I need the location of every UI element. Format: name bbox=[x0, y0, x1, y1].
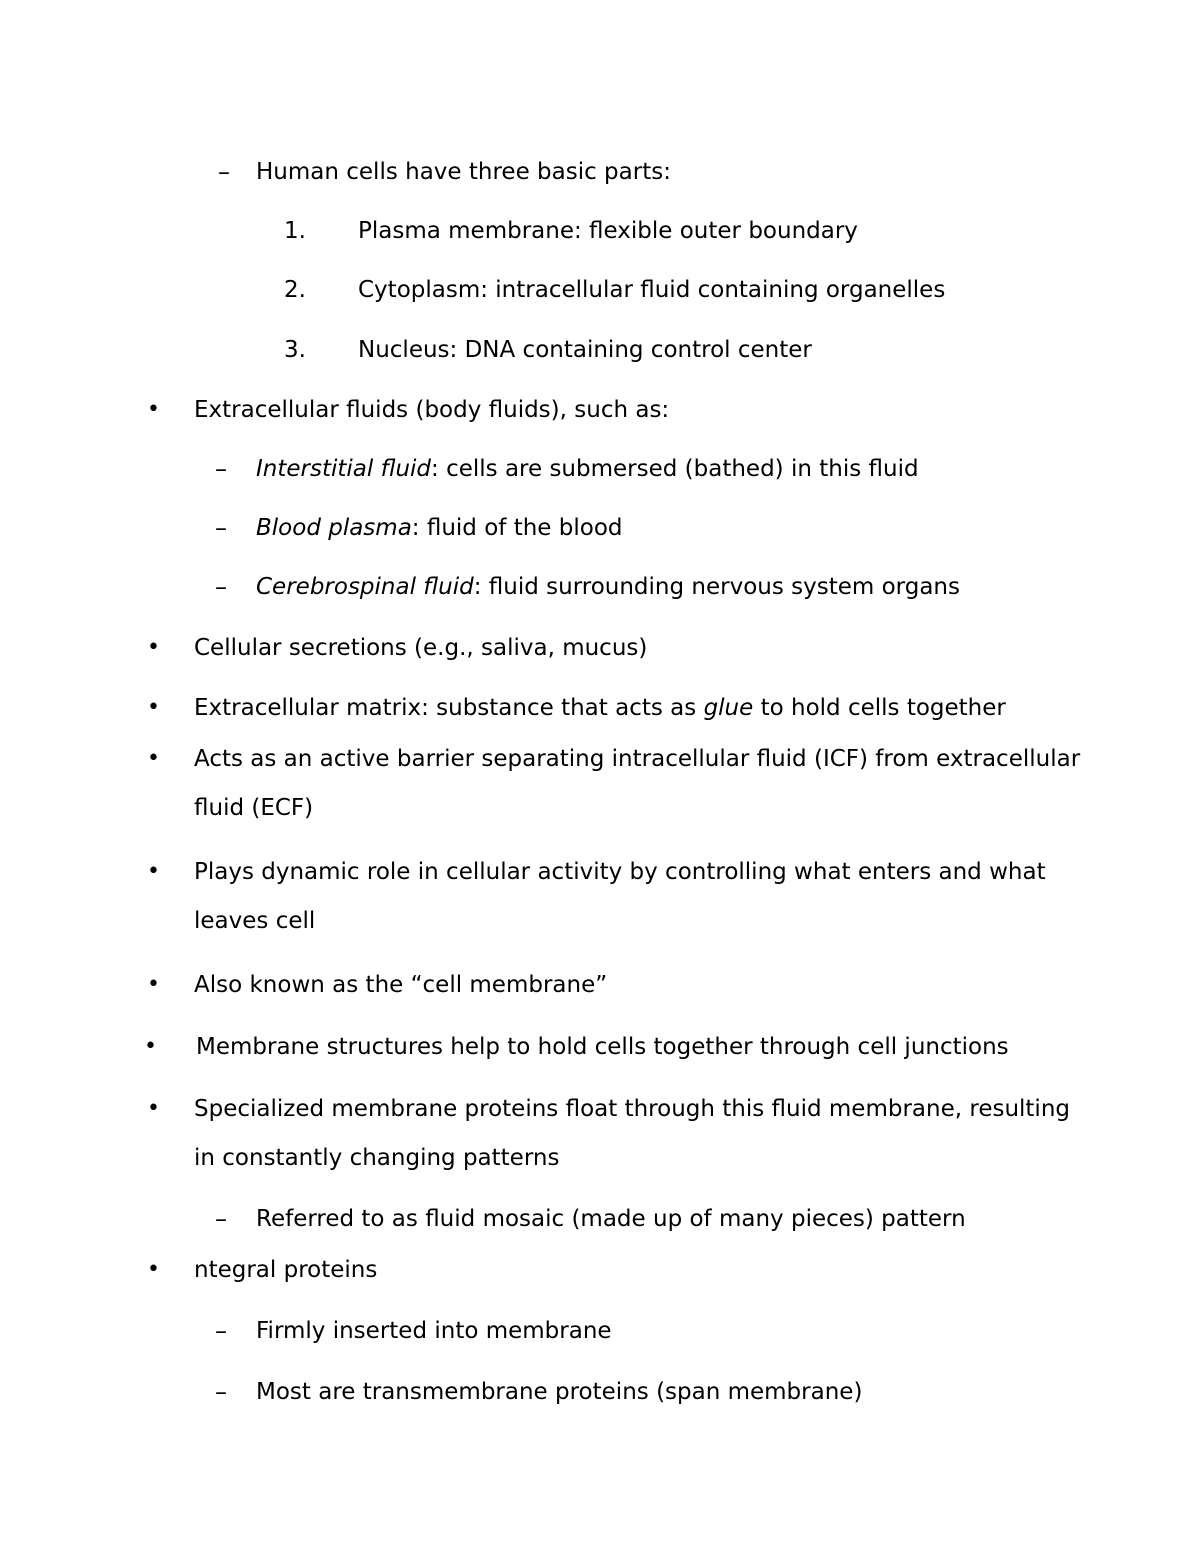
bullet-marker: • bbox=[147, 859, 160, 884]
list-item-text bbox=[194, 395, 669, 425]
list-item-text bbox=[194, 633, 647, 663]
text-run: Cytoplasm: intracellular fluid containing organelles bbox=[358, 277, 946, 303]
text-run: Cellular secretions (e.g., saliva, mucus) bbox=[194, 635, 648, 661]
bullet-marker: • bbox=[147, 397, 160, 422]
text-run: in constantly changing patterns bbox=[194, 1145, 560, 1171]
list-item-text bbox=[256, 454, 919, 484]
list-item-text bbox=[194, 744, 1080, 774]
text-run: Firmly inserted into membrane bbox=[256, 1318, 612, 1344]
list-item-continuation bbox=[194, 793, 313, 823]
text-run: Also known as the “cell membrane” bbox=[194, 972, 608, 998]
list-item-text bbox=[194, 1255, 377, 1285]
italic-term: glue bbox=[703, 695, 754, 721]
text-run: to hold cells together bbox=[753, 695, 1006, 721]
text-run: Plasma membrane: flexible outer boundary bbox=[358, 218, 858, 244]
text-run: Human cells have three basic parts: bbox=[256, 159, 671, 185]
text-run: leaves cell bbox=[194, 908, 316, 934]
list-item-text bbox=[358, 335, 812, 365]
list-item-text bbox=[194, 857, 1046, 887]
bullet-marker: • bbox=[147, 695, 160, 720]
text-run: : fluid of the blood bbox=[411, 515, 623, 541]
text-run: Most are transmembrane proteins (span membrane) bbox=[256, 1379, 863, 1405]
list-number: 1. bbox=[284, 218, 306, 244]
text-run: : cells are submersed (bathed) in this fluid bbox=[431, 456, 919, 482]
bullet-marker: • bbox=[147, 746, 160, 771]
text-run: Specialized membrane proteins float through this fluid membrane, resulting bbox=[194, 1096, 1070, 1122]
list-item-continuation bbox=[194, 906, 315, 936]
list-item-text bbox=[256, 572, 960, 602]
text-run: Extracellular matrix: substance that acts as bbox=[194, 695, 704, 721]
dash-marker: – bbox=[215, 1378, 227, 1406]
text-run: fluid (ECF) bbox=[194, 795, 314, 821]
list-item-text bbox=[358, 216, 858, 246]
list-item-text bbox=[194, 970, 607, 1000]
text-run: Referred to as fluid mosaic (made up of many pieces) pattern bbox=[256, 1206, 966, 1232]
bullet-marker: • bbox=[147, 972, 160, 997]
dash-marker: – bbox=[215, 573, 227, 601]
list-item-text bbox=[194, 693, 1006, 723]
list-item-continuation bbox=[194, 1143, 559, 1173]
list-number: 2. bbox=[284, 277, 306, 303]
italic-term: Interstitial fluid bbox=[256, 456, 432, 482]
text-run: Extracellular fluids (body fluids), such as: bbox=[194, 397, 670, 423]
bullet-marker: • bbox=[147, 635, 160, 660]
text-run: : fluid surrounding nervous system organs bbox=[473, 574, 960, 600]
dash-marker: – bbox=[215, 1317, 227, 1345]
bullet-marker: • bbox=[144, 1034, 157, 1059]
dash-marker: – bbox=[215, 1205, 227, 1233]
text-run: Nucleus: DNA containing control center bbox=[358, 337, 812, 363]
list-item-text bbox=[256, 513, 623, 543]
list-item-text bbox=[196, 1032, 1009, 1062]
text-run: Membrane structures help to hold cells together through cell junctions bbox=[196, 1034, 1009, 1060]
dash-marker: – bbox=[218, 158, 230, 186]
list-number: 3. bbox=[284, 337, 306, 363]
list-item-text bbox=[358, 275, 945, 305]
bullet-marker: • bbox=[147, 1257, 160, 1282]
text-run: Acts as an active barrier separating intracellular fluid (ICF) from extracellular bbox=[194, 746, 1081, 772]
text-run: ntegral proteins bbox=[194, 1257, 378, 1283]
list-item-text bbox=[256, 157, 671, 187]
bullet-marker: • bbox=[147, 1096, 160, 1121]
list-item-text bbox=[256, 1377, 862, 1407]
text-run: Plays dynamic role in cellular activity by controlling what enters and what bbox=[194, 859, 1046, 885]
dash-marker: – bbox=[215, 514, 227, 542]
list-item-text bbox=[256, 1204, 966, 1234]
italic-term: Blood plasma bbox=[256, 515, 412, 541]
list-item-text bbox=[256, 1316, 612, 1346]
dash-marker: – bbox=[215, 455, 227, 483]
italic-term: Cerebrospinal fluid bbox=[256, 574, 474, 600]
list-item-text bbox=[194, 1094, 1070, 1124]
